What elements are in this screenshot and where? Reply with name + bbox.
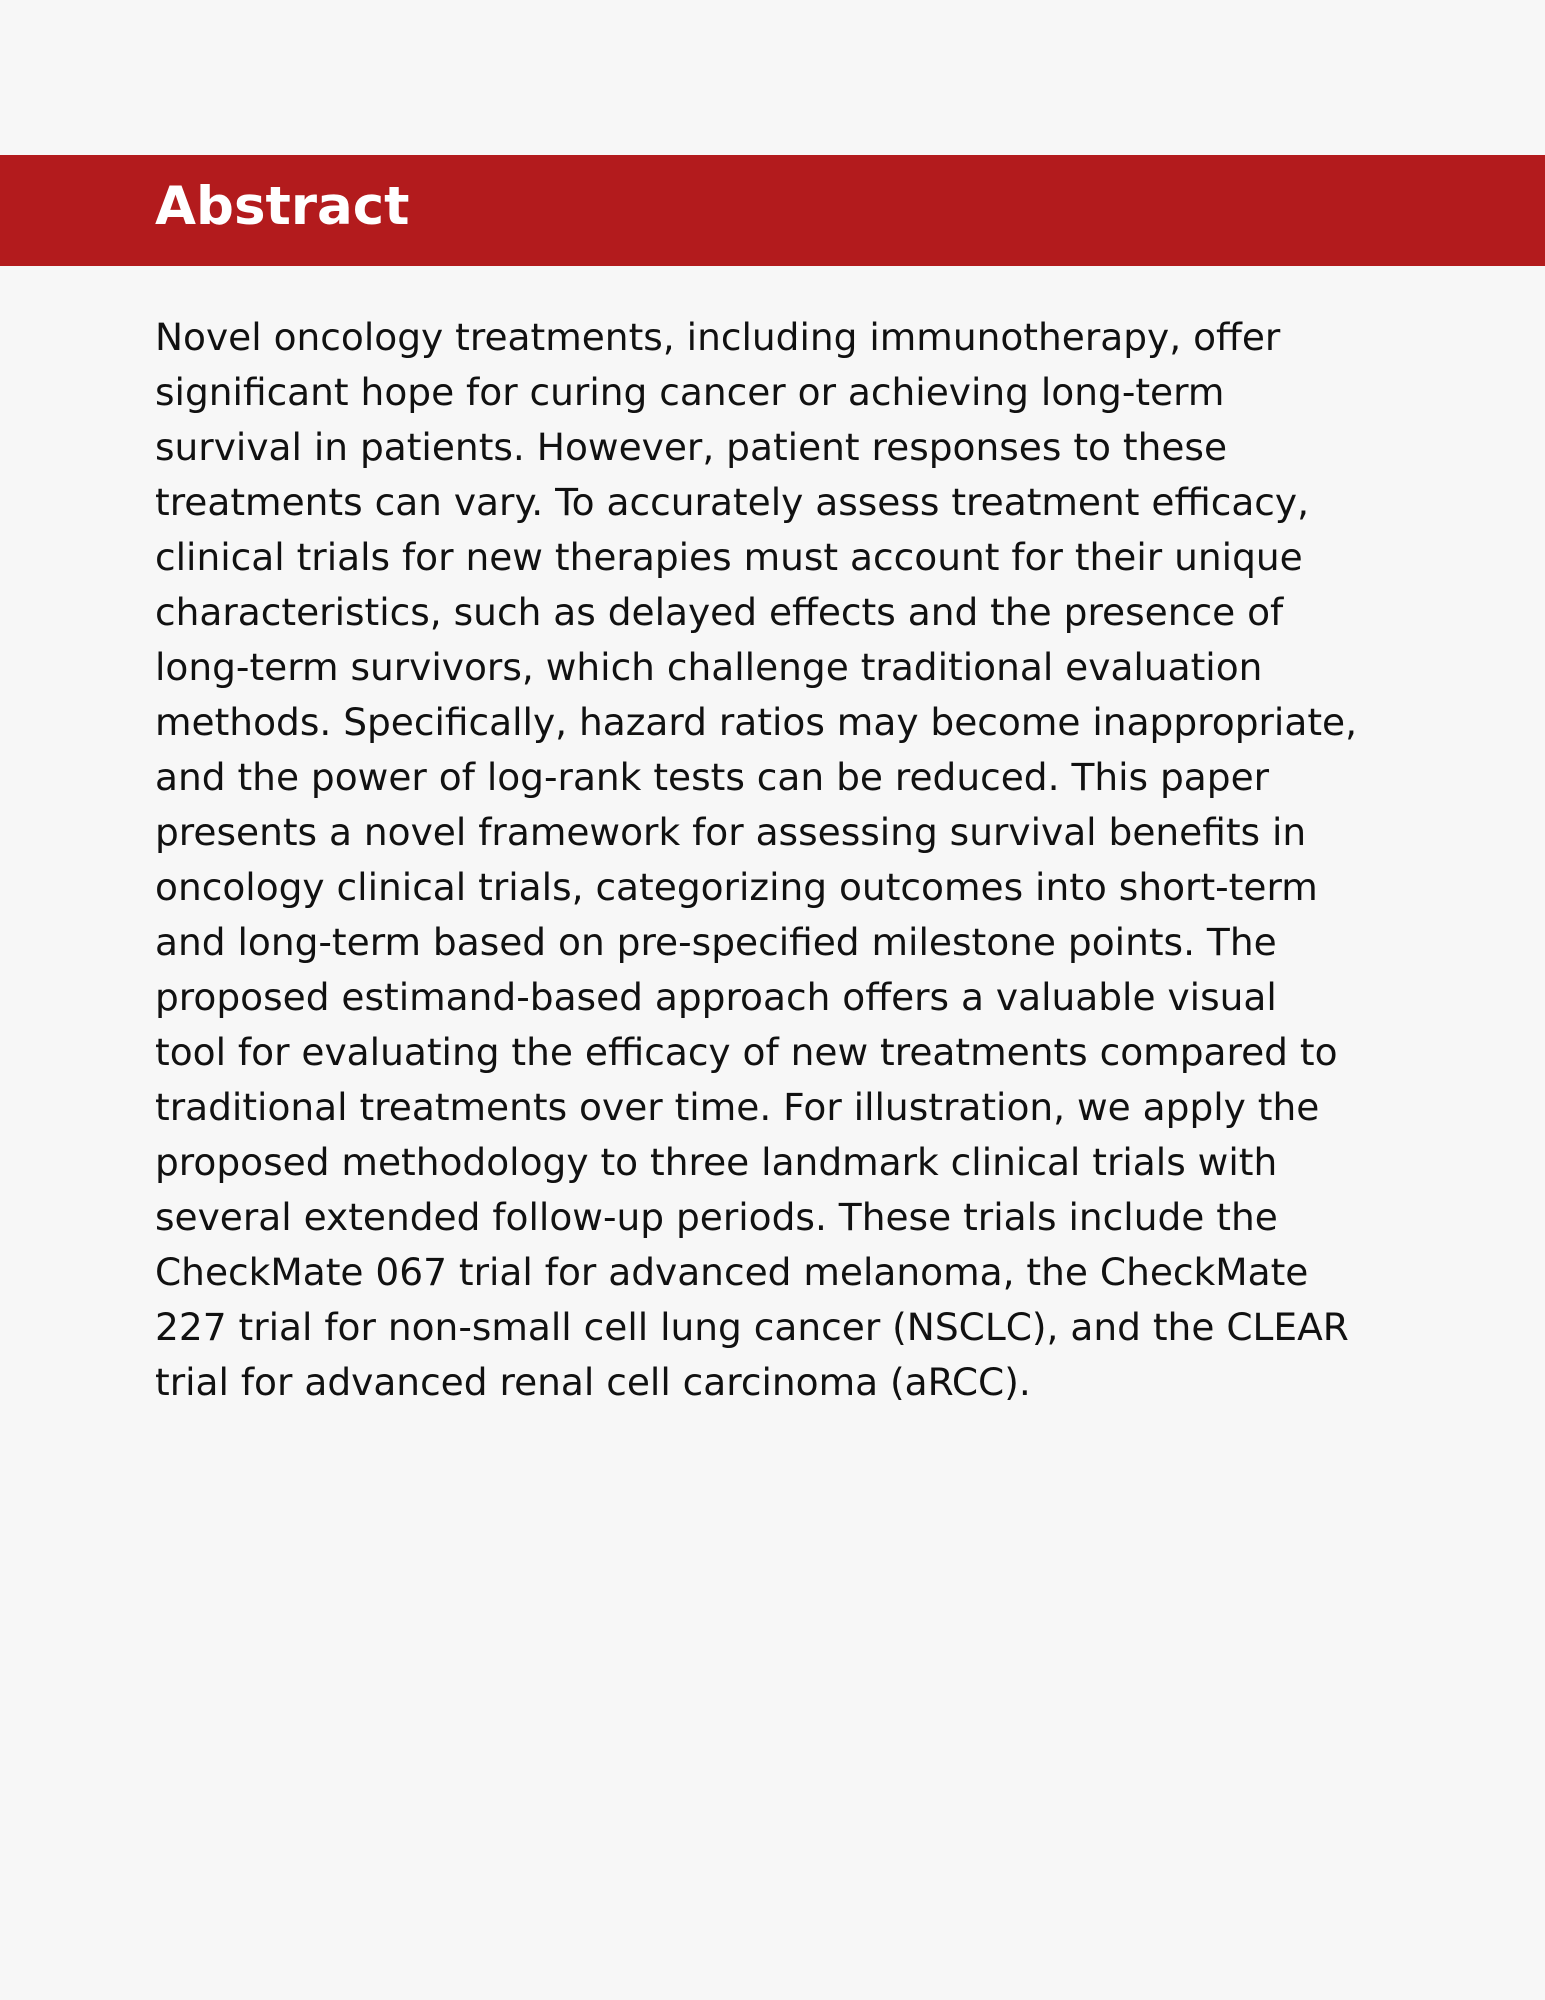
abstract-body	[155, 310, 1425, 1410]
abstract-line: several extended follow-up periods. These trials include the	[155, 1195, 1278, 1239]
abstract-line: long-term survivors, which challenge traditional evaluation	[155, 645, 1263, 689]
abstract-line: traditional treatments over time. For illustration, we apply the	[155, 1085, 1320, 1129]
abstract-line: survival in patients. However, patient responses to these	[155, 425, 1228, 469]
abstract-line: methods. Specifically, hazard ratios may become inappropriate,	[155, 700, 1358, 744]
abstract-line: tool for evaluating the efficacy of new treatments compared to	[155, 1030, 1338, 1074]
abstract-line: and long-term based on pre-specified milestone points. The	[155, 920, 1277, 964]
abstract-line: 227 trial for non-small cell lung cancer (NSCLC), and the CLEAR	[155, 1305, 1349, 1349]
abstract-line: presents a novel framework for assessing survival benefits in	[155, 810, 1307, 854]
abstract-line: proposed estimand-based approach offers a valuable visual	[155, 975, 1277, 1019]
abstract-line: Novel oncology treatments, including immunotherapy, offer	[155, 315, 1281, 359]
abstract-line: oncology clinical trials, categorizing outcomes into short-term	[155, 865, 1318, 909]
abstract-line: trial for advanced renal cell carcinoma (aRCC).	[155, 1360, 1031, 1404]
abstract-line: CheckMate 067 trial for advanced melanoma, the CheckMate	[155, 1250, 1309, 1294]
abstract-line: clinical trials for new therapies must account for their unique	[155, 535, 1303, 579]
abstract-line: and the power of log-rank tests can be reduced. This paper	[155, 755, 1270, 799]
section-header-band	[0, 155, 1545, 266]
abstract-line: proposed methodology to three landmark clinical trials with	[155, 1140, 1278, 1184]
abstract-line: treatments can vary. To accurately assess treatment efficacy,	[155, 480, 1310, 524]
section-title: Abstract	[155, 176, 410, 237]
abstract-line: significant hope for curing cancer or achieving long-term	[155, 370, 1225, 414]
abstract-line: characteristics, such as delayed effects and the presence of	[155, 590, 1284, 634]
